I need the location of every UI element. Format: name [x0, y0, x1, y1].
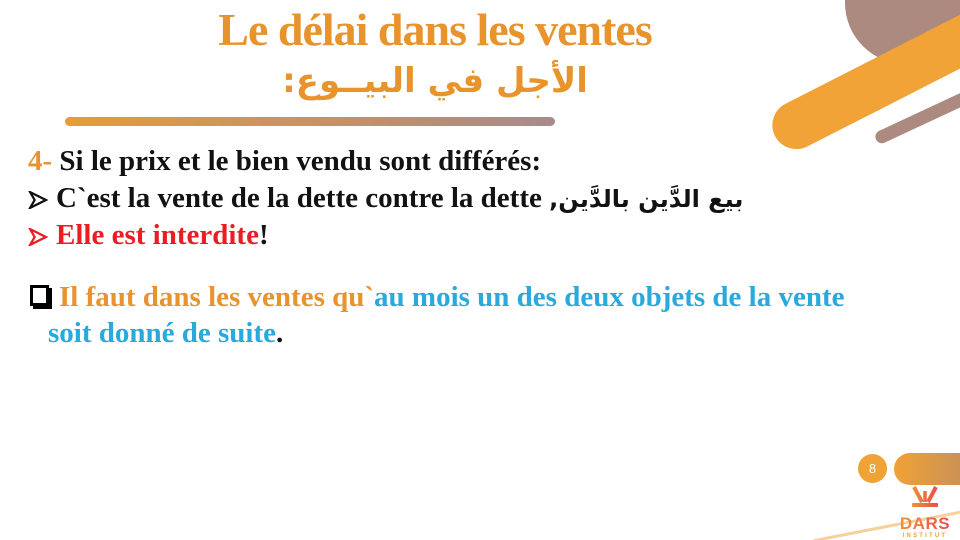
note-line2	[30, 315, 940, 351]
point4-block	[28, 143, 743, 254]
bullet2-exclamation: !	[258, 219, 269, 251]
shadowed-square-icon	[30, 285, 49, 306]
note-block	[30, 279, 940, 351]
note-blue-part1: au mois un des deux objets de la vente	[374, 281, 845, 313]
slide-title-arabic: الأجل في البيــوع:	[282, 61, 588, 101]
page-number-badge	[858, 454, 887, 483]
point4-number: 4-	[28, 145, 53, 177]
bullet2-text-red: Elle est interdite	[56, 219, 259, 251]
point4-bullet2-line	[28, 217, 743, 254]
slide-header	[85, 4, 785, 106]
slide-title-french: Le délai dans les ventes	[218, 4, 652, 55]
note-line1	[30, 279, 940, 315]
note-blue-part2: soit donné de suite	[48, 317, 277, 349]
note-lead-orange: Il faut dans les ventes qu`	[59, 281, 375, 313]
logo-name: DARS	[893, 515, 957, 532]
arrowhead-right-icon	[28, 228, 48, 246]
page-number: 8	[868, 461, 877, 476]
logo-subtitle: INSTITUT	[902, 533, 948, 539]
point4-heading-line	[28, 143, 743, 180]
m-monogram-icon	[908, 486, 942, 510]
note-period: .	[276, 317, 284, 349]
point4-heading-text: Si le prix et le bien vendu sont différés:	[52, 145, 542, 177]
dars-logo	[893, 486, 957, 540]
arrowhead-right-icon	[28, 191, 48, 209]
title-underline-gradient-bar	[65, 117, 555, 126]
bullet1-text-french: C`est la vente de la dette contre la dette	[56, 182, 550, 214]
point4-bullet1-line	[28, 180, 743, 217]
bullet1-text-arabic: بيع الدَّين بالدَّين,	[549, 185, 744, 213]
footer-pill-decor	[894, 453, 960, 485]
